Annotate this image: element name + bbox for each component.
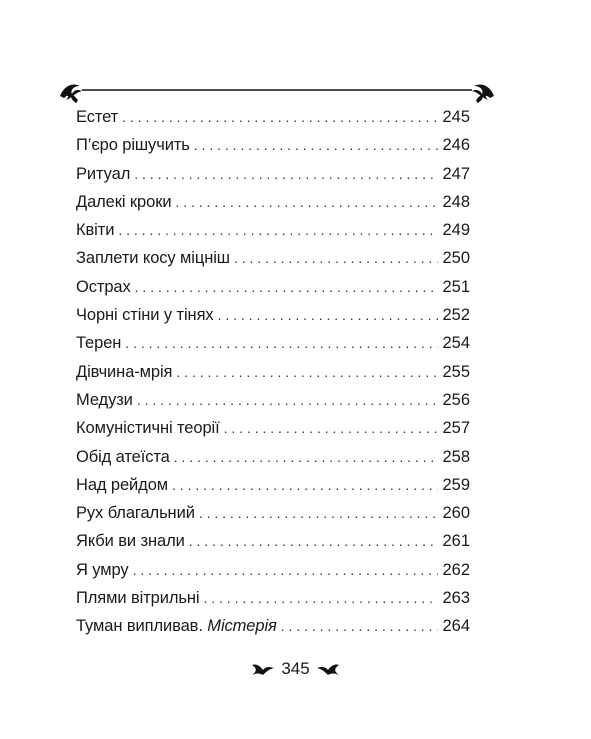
toc-dot-leader — [133, 556, 438, 584]
swirl-ornament-icon — [472, 84, 494, 103]
toc-entry — [76, 584, 470, 612]
toc-entry-title — [76, 216, 114, 244]
toc-dot-leader — [118, 216, 438, 244]
toc-entry — [76, 556, 470, 584]
toc-entry-title-text: Над рейдом — [76, 475, 169, 494]
toc-entry-title — [76, 329, 121, 357]
toc-entry-title — [76, 471, 168, 499]
toc-dot-leader — [224, 414, 438, 442]
toc-entry — [76, 471, 470, 499]
toc-entry-page: 262 — [442, 560, 470, 579]
toc-entry-page: 251 — [442, 277, 470, 296]
toc-entry-title-text: Плями вітрильні — [76, 589, 200, 608]
toc-entry — [76, 499, 470, 527]
toc-entry-title-text: Туман випливав. — [76, 617, 203, 636]
leaf-flourish-icon — [316, 661, 340, 677]
toc-entry-title — [76, 273, 131, 301]
toc-entry-title — [76, 499, 195, 527]
toc-dot-leader — [281, 612, 438, 640]
toc-entry-title-text: Комуністичні теорії — [76, 419, 220, 438]
toc-entry-page: 261 — [442, 532, 470, 551]
toc-entry-page: 250 — [442, 249, 470, 268]
toc-entry — [76, 188, 470, 216]
toc-entry-page: 263 — [442, 589, 470, 608]
toc-entry-title-text: Заплети косу міцніш — [76, 249, 230, 268]
toc-entry-title — [76, 612, 277, 640]
toc-entry-page: 254 — [442, 334, 470, 353]
toc-entry-title — [76, 386, 133, 414]
toc-entry-title-text: Квіти — [76, 221, 115, 240]
toc-entry-title — [76, 188, 171, 216]
toc-entry-title — [76, 527, 185, 555]
toc-entry-page: 255 — [442, 362, 470, 381]
toc-entry-title-text: Медузи — [76, 390, 133, 409]
toc-entry-title — [76, 443, 170, 471]
toc-entry-page: 264 — [442, 617, 470, 636]
toc-dot-leader — [122, 103, 438, 131]
toc-entry-page: 247 — [442, 164, 470, 183]
toc-dot-leader — [176, 358, 438, 386]
toc-entry-title — [76, 301, 214, 329]
toc-entry — [76, 131, 470, 159]
toc-entry-title-text: Якби ви знали — [76, 532, 185, 551]
toc-entry-title-text: П’єро рішучить — [76, 136, 190, 155]
page-number: 345 — [281, 659, 310, 678]
toc-entry-page: 259 — [442, 475, 470, 494]
toc-entry-subtitle: Містерія — [207, 617, 277, 636]
toc-entry-title-text: Далекі кроки — [76, 192, 172, 211]
toc-entry-page: 260 — [442, 504, 470, 523]
toc-entry — [76, 612, 470, 640]
toc-entry-title-text: Чорні стіни у тінях — [76, 306, 214, 325]
toc-entry — [76, 216, 470, 244]
toc-entry-title — [76, 556, 129, 584]
toc-entry-title — [76, 160, 130, 188]
toc-entry-title-text: Я умру — [76, 560, 129, 579]
toc-entry-page: 258 — [442, 447, 470, 466]
toc-entry — [76, 443, 470, 471]
toc-entry-title — [76, 584, 199, 612]
toc-entry-title — [76, 414, 220, 442]
toc-dot-leader — [234, 244, 438, 272]
toc-entry-title — [76, 244, 230, 272]
toc-entry — [76, 527, 470, 555]
table-of-contents — [76, 103, 470, 641]
page-footer — [0, 658, 591, 680]
header-ornament-rule — [58, 78, 496, 104]
toc-dot-leader — [189, 527, 438, 555]
toc-entry-page: 256 — [442, 390, 470, 409]
toc-entry-title — [76, 358, 172, 386]
toc-entry-title-text: Рух благальний — [76, 504, 195, 523]
toc-entry — [76, 386, 470, 414]
toc-dot-leader — [175, 188, 438, 216]
toc-dot-leader — [125, 329, 438, 357]
leaf-flourish-icon — [251, 661, 275, 677]
toc-dot-leader — [135, 273, 438, 301]
toc-entry — [76, 414, 470, 442]
toc-entry-title-text: Дівчина-мрія — [76, 362, 173, 381]
toc-entry — [76, 273, 470, 301]
toc-entry — [76, 329, 470, 357]
toc-entry-title — [76, 103, 118, 131]
toc-entry-page: 248 — [442, 192, 470, 211]
swirl-ornament-icon — [60, 84, 82, 103]
toc-entry-title-text: Обід атеїста — [76, 447, 170, 466]
toc-dot-leader — [172, 471, 438, 499]
toc-entry-page: 249 — [442, 221, 470, 240]
toc-dot-leader — [174, 443, 438, 471]
toc-dot-leader — [134, 160, 438, 188]
toc-dot-leader — [203, 584, 438, 612]
toc-entry-page: 245 — [442, 108, 470, 126]
toc-entry-title-text: Ритуал — [76, 164, 131, 183]
toc-dot-leader — [218, 301, 438, 329]
toc-entry — [76, 244, 470, 272]
toc-entry — [76, 358, 470, 386]
toc-entry — [76, 160, 470, 188]
toc-dot-leader — [137, 386, 438, 414]
toc-dot-leader — [199, 499, 438, 527]
toc-entry — [76, 301, 470, 329]
toc-entry-title-text: Острах — [76, 277, 131, 296]
toc-entry-page: 246 — [442, 136, 470, 155]
toc-entry-page: 252 — [442, 306, 470, 325]
toc-entry-title-text: Терен — [76, 334, 122, 353]
toc-entry-page: 257 — [442, 419, 470, 438]
toc-entry-title-text: Естет — [76, 108, 119, 126]
toc-entry — [76, 103, 470, 131]
toc-dot-leader — [194, 131, 438, 159]
toc-entry-title — [76, 131, 190, 159]
